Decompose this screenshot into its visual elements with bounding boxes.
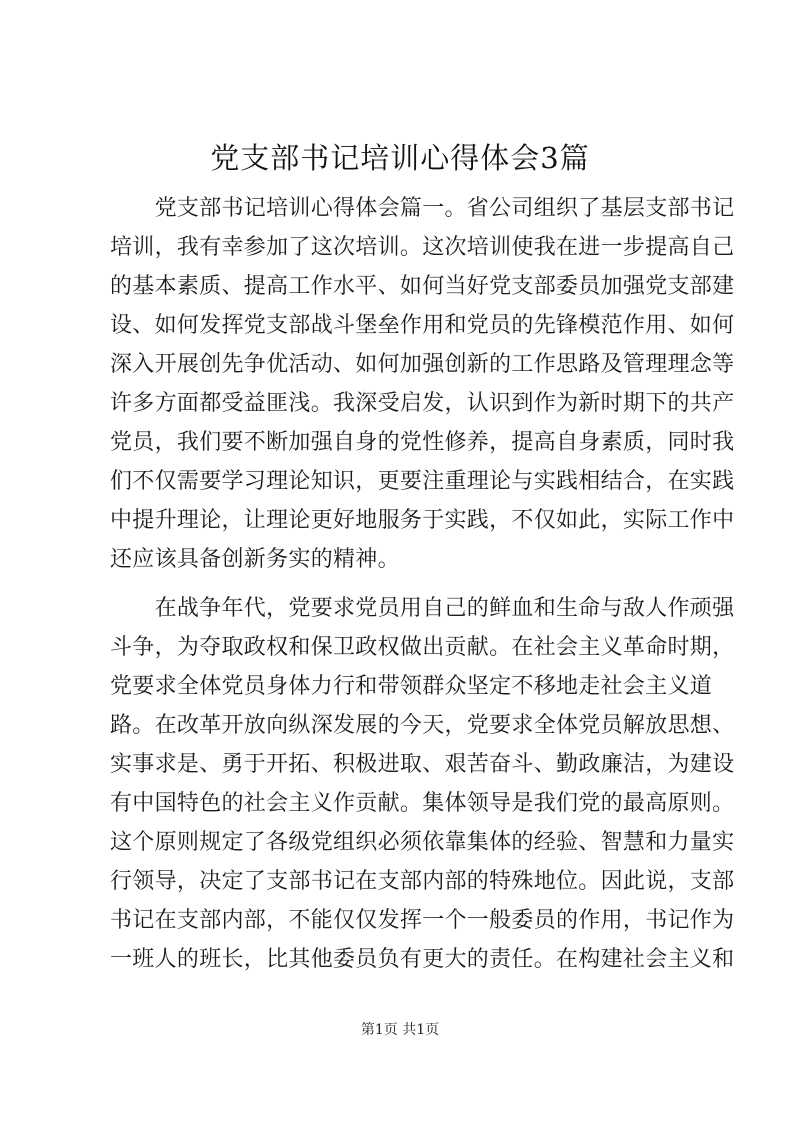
body-line: 在战争年代，党要求党员用自己的鲜血和生命与敌人作顽强 [110, 596, 735, 621]
body-line: 们不仅需要学习理论知识，更要注重理论与实践相结合，在实践 [110, 469, 735, 494]
body-line: 设、如何发挥党支部战斗堡垒作用和党员的先锋模范作用、如何 [110, 313, 735, 338]
body-line: 书记在支部内部，不能仅仅发挥一个一般委员的作用，书记作为 [110, 908, 735, 933]
body-line: 党支部书记培训心得体会篇一。省公司组织了基层支部书记 [110, 196, 735, 221]
document-title: 党支部书记培训心得体会3篇 [210, 141, 590, 175]
body-line: 路。在改革开放向纵深发展的今天，党要求全体党员解放思想、 [110, 713, 735, 738]
body-line: 许多方面都受益匪浅。我深受启发，认识到作为新时期下的共产 [110, 391, 735, 416]
body-line: 还应该具备创新务实的精神。 [110, 547, 400, 572]
body-line: 党要求全体党员身体力行和带领群众坚定不移地走社会主义道 [110, 674, 713, 699]
body-line: 有中国特色的社会主义作贡献。集体领导是我们党的最高原则。 [110, 791, 735, 816]
body-line: 培训，我有幸参加了这次培训。这次培训使我在进一步提高自己 [110, 235, 735, 260]
body-line: 行领导，决定了支部书记在支部内部的特殊地位。因此说，支部 [110, 869, 735, 894]
body-line: 深入开展创先争优活动、如何加强创新的工作思路及管理理念等 [110, 352, 735, 377]
page-number: 第1页 共1页 [360, 1022, 440, 1038]
body-line: 斗争，为夺取政权和保卫政权做出贡献。在社会主义革命时期， [110, 635, 735, 660]
body-line: 党员，我们要不断加强自身的党性修养，提高自身素质，同时我 [110, 430, 735, 455]
body-line: 实事求是、勇于开拓、积极进取、艰苦奋斗、勤政廉洁，为建设 [110, 752, 735, 777]
body-line: 的基本素质、提高工作水平、如何当好党支部委员加强党支部建 [110, 274, 735, 299]
body-line: 这个原则规定了各级党组织必须依靠集体的经验、智慧和力量实 [110, 830, 735, 855]
body-line: 中提升理论，让理论更好地服务于实践，不仅如此，实际工作中 [110, 508, 735, 533]
body-line: 一班人的班长，比其他委员负有更大的责任。在构建社会主义和 [110, 947, 735, 972]
